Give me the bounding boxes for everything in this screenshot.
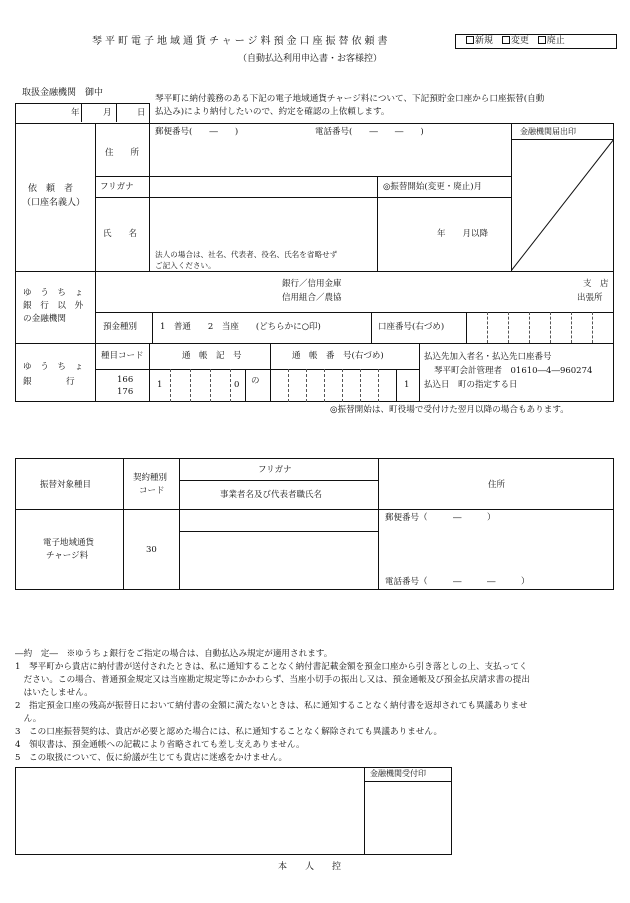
addressee: 取扱金融機関 御中	[22, 88, 104, 98]
passbook-symbol-first: 1	[157, 380, 163, 390]
phone-label: 電話番号( ― ― )	[315, 127, 424, 137]
receipt-stamp-area[interactable]	[365, 783, 450, 853]
agreement-line: ん。	[15, 714, 42, 724]
date-day-label: 日	[137, 108, 146, 118]
applicant-sublabel: （口座名義人）	[22, 198, 86, 208]
date-year-label: 年	[71, 108, 80, 118]
applicant-label: 依 頼 者	[28, 184, 74, 194]
agreement-line: 4 領収書は、預金通帳への記載により省略されても差し支えありません。	[15, 740, 305, 750]
receipt-memo-area[interactable]	[17, 769, 361, 853]
type-code-label: 種目コード	[101, 351, 144, 361]
business-furigana-input[interactable]	[181, 511, 376, 530]
subject-address-input[interactable]	[380, 527, 612, 574]
payment-day: 払込日 町の指定する日	[424, 380, 518, 390]
subject-postal-label: 郵便番号（ ― ）	[385, 513, 496, 523]
furigana-input[interactable]	[152, 178, 374, 196]
account-number-label: 口座番号(右づめ)	[378, 322, 445, 332]
footer-label: 本 人 控	[278, 862, 342, 872]
form-subtitle: （自動払込利用申込書・お客様控）	[238, 54, 383, 64]
passbook-symbol-no: の	[251, 376, 260, 386]
passbook-symbol-input[interactable]	[170, 370, 230, 401]
option-new[interactable]: 新規	[466, 36, 493, 46]
contract-code-value: 30	[146, 545, 157, 555]
intro-text-1: 琴平町に納付義務のある下記の電子地域通貨チャージ料について、下記預貯金口座から口座振替(自動	[155, 94, 545, 104]
corporate-note-1: 法人の場合は、社名、代表者、役名、氏名を省略せず	[155, 250, 338, 259]
subject-type-header: 振替対象種目	[40, 480, 92, 490]
address-input[interactable]	[152, 140, 508, 174]
start-note: ◎振替開始は、町役場で受付けた翌月以降の場合もあります。	[330, 405, 569, 415]
option-change[interactable]: 変更	[502, 36, 529, 46]
agreement-line: はいたしません。	[15, 688, 93, 698]
subject-type-2: チャージ料	[46, 551, 89, 561]
bank-types-1[interactable]: 銀行／信用金庫	[282, 279, 342, 289]
contract-code-header-2: コード	[139, 486, 165, 496]
furigana-header: フリガナ	[258, 465, 292, 475]
corporate-note-2: ご記入ください。	[155, 261, 216, 270]
yucho-label-1: ゆ う ち ょ	[23, 362, 84, 372]
subject-phone-label: 電話番号（ ― ― ）	[385, 577, 530, 587]
address-label: 住 所	[105, 148, 140, 158]
option-cancel[interactable]: 廃止	[538, 36, 565, 46]
type-code-1: 166	[117, 375, 134, 385]
form-title: 琴平町電子地域通貨チャージ料預金口座振替依頼書	[92, 36, 391, 47]
checkbox-new[interactable]	[466, 36, 474, 44]
payee-label: 払込先加入者名・払込先口座番号	[424, 352, 552, 362]
passbook-number-last: 1	[404, 380, 410, 390]
postal-code-label: 郵便番号( ― )	[155, 127, 239, 137]
deposit-type-label: 預金種別	[103, 322, 138, 332]
agreement-line: 2 指定預金口座の残高が振替日において納付書の金額に満たないときは、私に通知することなく納付書を返却されても異議ありませ	[15, 701, 528, 711]
other-bank-label-1: ゆ う ち ょ	[23, 288, 84, 298]
bank-types-2[interactable]: 信用組合／農協	[282, 293, 342, 303]
business-name-header: 事業者名及び代表者職氏名	[220, 490, 323, 500]
payee-value: 琴平町会計管理者 01610―4―960274	[434, 366, 593, 376]
account-number-input[interactable]	[467, 313, 613, 342]
date-month-label: 月	[103, 108, 112, 118]
name-input[interactable]	[152, 199, 374, 247]
contract-code-header-1: 契約種別	[133, 473, 168, 483]
passbook-number-input[interactable]	[271, 370, 395, 401]
form-type-options	[455, 34, 617, 49]
agreement-line: ださい。この場合、普通預金規定又は当座勘定規定等にかかわらず、当座小切手の振出し又は、預金通帳及び預金払戻請求書の提出	[15, 675, 530, 685]
checkbox-cancel[interactable]	[538, 36, 546, 44]
type-code-2: 176	[117, 387, 134, 397]
start-month-value[interactable]: 年 月以降	[437, 229, 489, 239]
name-label: 氏 名	[103, 229, 138, 239]
branch-label-1: 支 店	[583, 279, 609, 289]
other-bank-label-2: 銀 行 以 外	[23, 301, 84, 311]
yucho-label-2: 銀 行	[23, 377, 75, 387]
start-month-label: ◎振替開始(変更・廃止)月	[383, 182, 483, 192]
bank-seal-label: 金融機関届出印	[520, 127, 576, 136]
receipt-stamp-label: 金融機関受付印	[370, 769, 426, 778]
seal-diagonal	[511, 139, 614, 271]
passbook-symbol-last: 0	[234, 380, 240, 390]
deposit-type-options[interactable]: 1 普通 2 当座 (どちらかに○印)	[160, 322, 321, 332]
address-header: 住所	[488, 480, 506, 490]
passbook-number-label: 通 帳 番 号(右づめ)	[292, 351, 384, 361]
agreement-line: 1 琴平町から貴店に納付書が送付されたときは、私に通知することなく納付書記載金額を預金口座から引き落としの上、支払ってく	[15, 662, 528, 672]
checkbox-change[interactable]	[502, 36, 510, 44]
agreement-heading: ―約 定― ※ゆうちょ銀行をご指定の場合は、自動払込み規定が適用されます。	[15, 649, 333, 659]
intro-text-2: 払込み)により納付したいので、約定を確認の上依頼します。	[155, 107, 390, 117]
furigana-label: フリガナ	[100, 182, 134, 192]
agreement-line: 5 この取扱について、仮に紛議が生じても貴店に迷惑をかけません。	[15, 753, 288, 763]
other-bank-label-3: の金融機関	[23, 314, 66, 324]
business-name-input[interactable]	[181, 533, 376, 588]
date-box[interactable]	[15, 103, 150, 124]
branch-label-2: 出張所	[577, 293, 603, 303]
passbook-symbol-label: 通 帳 記 号	[182, 351, 242, 361]
agreement-line: 3 この口座振替契約は、貴店が必要と認めた場合には、私に通知することなく解除されても異議ありません。	[15, 727, 443, 737]
subject-type-1: 電子地域通貨	[43, 538, 95, 548]
